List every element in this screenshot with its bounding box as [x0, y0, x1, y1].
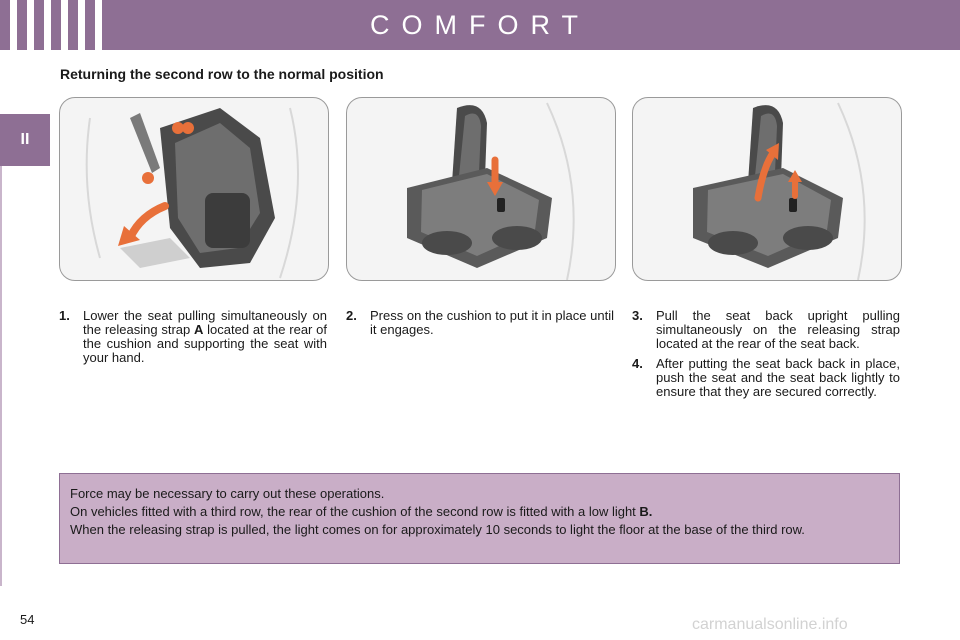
page-number: 54 — [20, 612, 35, 627]
step-text: Press on the cushion to put it in place until it engages. — [370, 308, 614, 337]
note-line-2: On vehicles fitted with a third row, the rear of the cushion of the second row is fitted with a low light B. — [70, 504, 653, 519]
note-line-1: Force may be necessary to carry out these operations. — [70, 486, 385, 501]
step-number: 2. — [346, 308, 357, 323]
step-text: Lower the seat pulling simultaneously on the releasing strap A located at the rear of the cushion and supporting the seat with your hand. — [83, 308, 327, 365]
step-1 — [59, 309, 327, 365]
watermark: carmanualsonline.info — [692, 616, 848, 633]
step-2 — [346, 309, 614, 337]
illustration-step-2 — [346, 97, 616, 281]
step-number: 3. — [632, 308, 643, 323]
illustration-step-3 — [632, 97, 902, 281]
step-number: 4. — [632, 356, 643, 371]
strap-label: A — [194, 322, 204, 337]
step-column-1 — [59, 309, 327, 371]
chapter-divider — [0, 166, 2, 586]
light-label: B. — [639, 504, 653, 519]
illustration-step-1 — [59, 97, 329, 281]
step-4 — [632, 357, 900, 399]
page-title: COMFORT — [370, 10, 590, 40]
note-box — [59, 473, 900, 564]
header-bar — [0, 0, 960, 50]
step-3 — [632, 309, 900, 351]
step-column-3 — [632, 309, 900, 405]
step-text: After putting the seat back back in place, push the seat and the seat back lightly to ensure that they are secured correctly. — [656, 356, 900, 399]
note-line-3: When the releasing strap is pulled, the light comes on for approximately 10 seconds to light the floor at the base of the third row. — [70, 522, 805, 537]
step-text: Pull the seat back upright pulling simultaneously on the releasing strap located at the rear of the seat back. — [656, 308, 900, 351]
section-title: Returning the second row to the normal position — [60, 66, 384, 82]
chapter-tab[interactable]: II — [0, 114, 50, 166]
step-column-2 — [346, 309, 614, 343]
step-number: 1. — [59, 308, 70, 323]
